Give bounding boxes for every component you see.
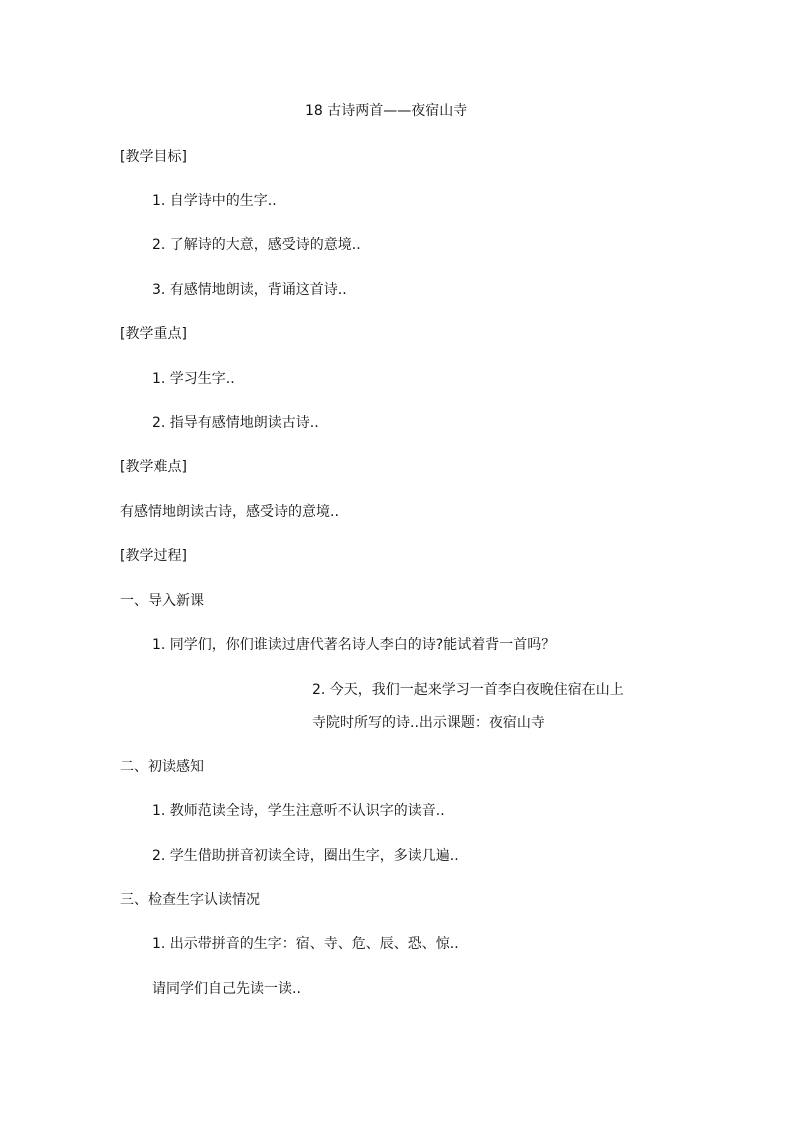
goal-item-2: 2. 了解诗的大意，感受诗的意境.. xyxy=(152,237,361,253)
section2-item-2: 2. 学生借助拼音初读全诗，圈出生字，多读几遍.. xyxy=(152,848,459,864)
section1-item-2-line1: 2. 今天，我们一起来学习一首李白夜晚住宿在山上 xyxy=(312,682,624,698)
difficulties-text: 有感情地朗读古诗，感受诗的意境.. xyxy=(120,504,339,520)
section1-item-2-line2: 寺院时所写的诗..出示课题：夜宿山寺 xyxy=(312,715,545,731)
teaching-goals-heading: [教学目标] xyxy=(120,149,187,165)
section2-item-1: 1. 教师范读全诗，学生注意听不认识字的读音.. xyxy=(152,803,445,819)
difficulties-heading: [教学难点] xyxy=(120,459,187,475)
section3-item-2: 请同学们自己先读一读.. xyxy=(152,981,301,997)
section1-item-1: 1. 同学们，你们谁读过唐代著名诗人李白的诗?能试着背一首吗？ xyxy=(152,637,556,653)
key-point-item-1: 1. 学习生字.. xyxy=(152,371,235,387)
key-point-item-2: 2. 指导有感情地朗读古诗.. xyxy=(152,415,319,431)
section3-item-1: 1. 出示带拼音的生字：宿、寺、危、辰、恐、惊.. xyxy=(152,936,459,952)
goal-item-3: 3. 有感情地朗读，背诵这首诗.. xyxy=(152,282,347,298)
document-title: 18 古诗两首——夜宿山寺 xyxy=(305,103,468,119)
goal-item-1: 1. 自学诗中的生字.. xyxy=(152,193,277,209)
section3-heading: 三、检查生字认读情况 xyxy=(120,892,260,908)
section2-heading: 二、初读感知 xyxy=(120,759,204,775)
section1-heading: 一、导入新课 xyxy=(120,593,204,609)
key-points-heading: [教学重点] xyxy=(120,326,187,342)
process-heading: [教学过程] xyxy=(120,548,187,564)
